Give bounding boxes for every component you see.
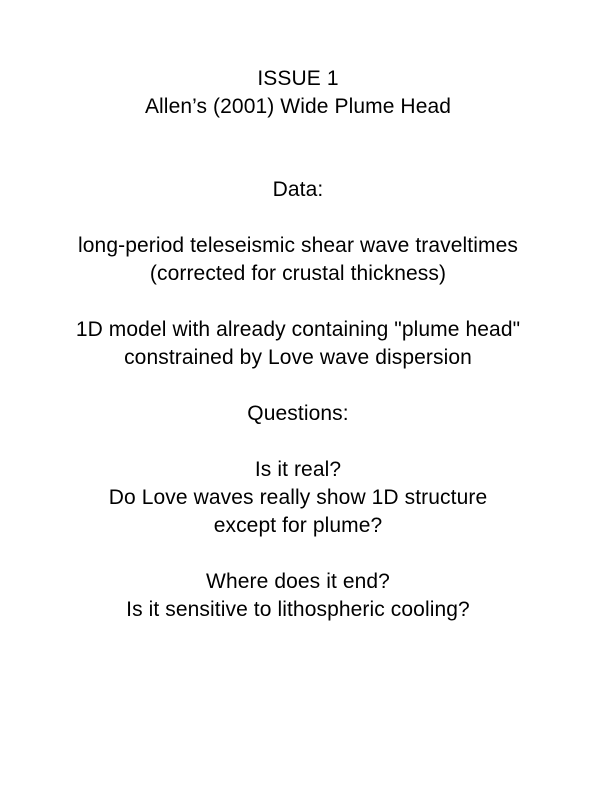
question-3: Where does it end? (206, 570, 390, 593)
slide-title: Allen’s (2001) Wide Plume Head (144, 95, 452, 118)
data-heading: Data: (272, 178, 324, 201)
question-4: Is it sensitive to lithospheric cooling? (126, 598, 470, 621)
data-item-1-line-1: long-period teleseismic shear wave traveltimes (78, 234, 518, 257)
data-item-2-line-1: 1D model with already containing "plume head" (75, 318, 521, 341)
questions-heading: Questions: (247, 402, 349, 425)
question-2-line-2: except for plume? (213, 514, 383, 537)
issue-label: ISSUE 1 (257, 67, 339, 90)
question-2-line-1: Do Love waves really show 1D structure (108, 486, 488, 509)
question-1: Is it real? (254, 458, 342, 481)
data-item-1-line-2: (corrected for crustal thickness) (149, 262, 447, 285)
data-item-2-line-2: constrained by Love wave dispersion (124, 346, 472, 369)
